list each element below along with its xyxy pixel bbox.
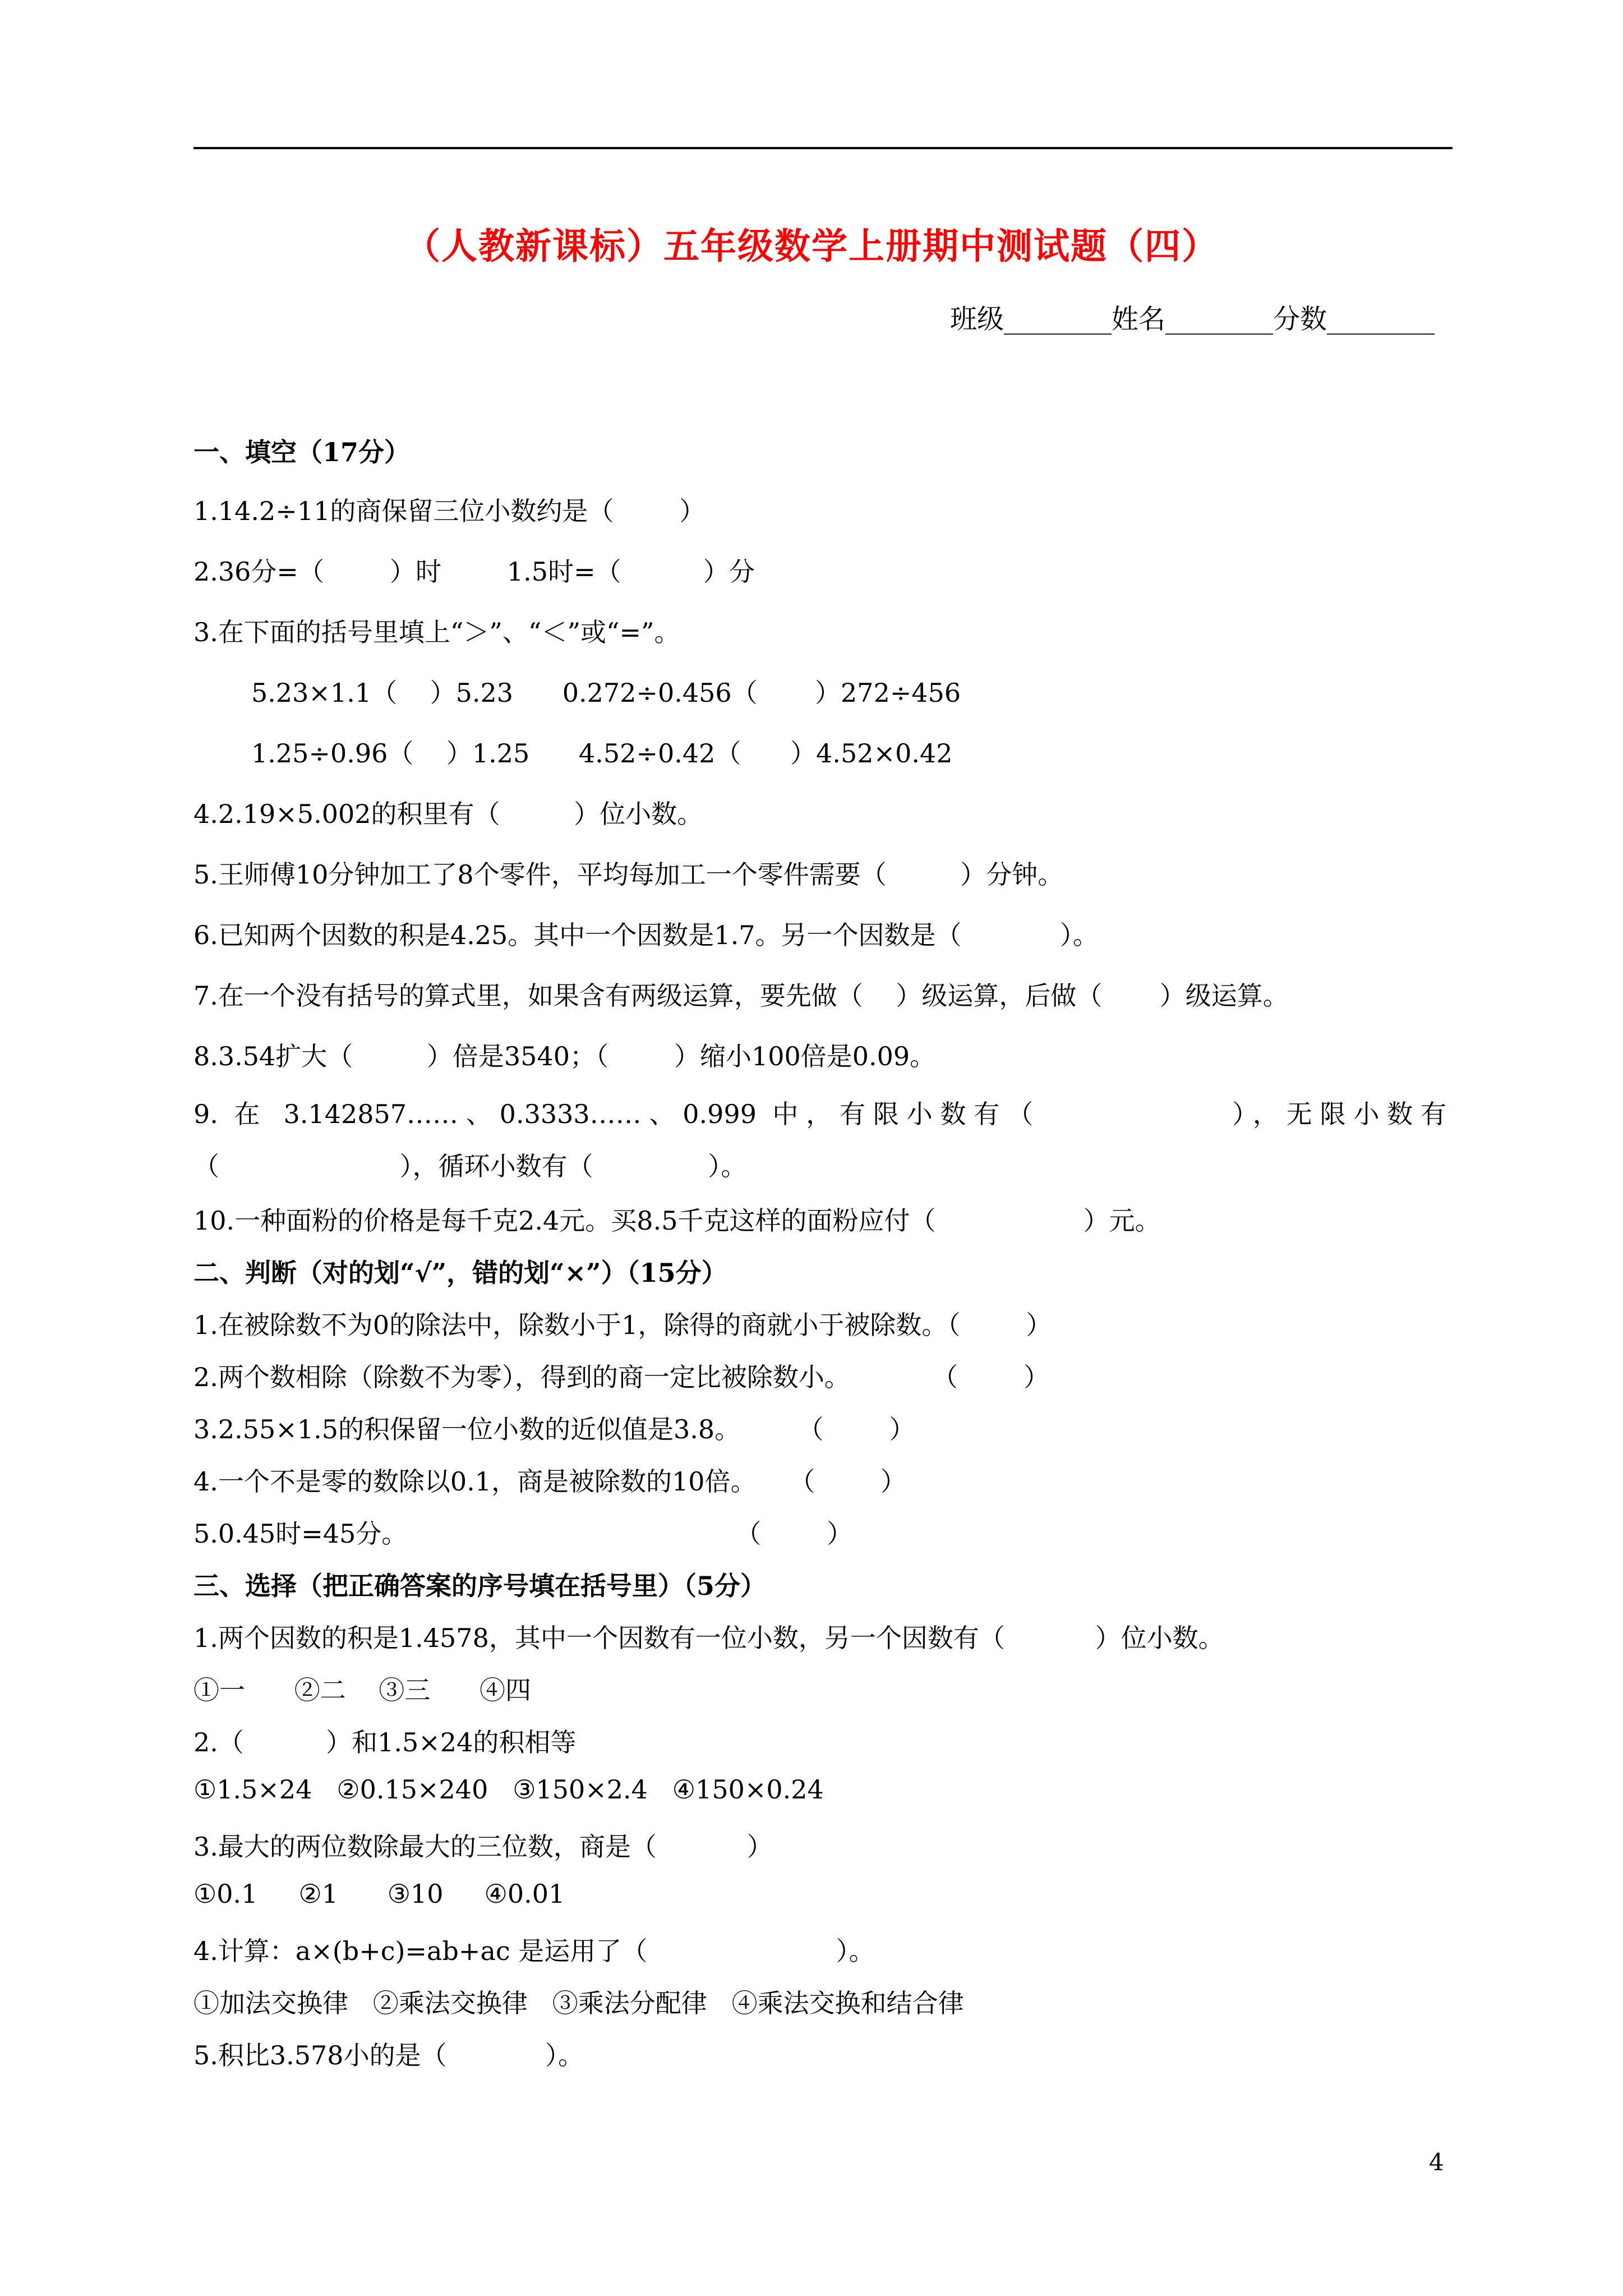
question-line: 1.在被除数不为0的除法中，除数小于1，除得的商就小于被除数。（ ）: [193, 1310, 1052, 1340]
question-line: 6.已知两个因数的积是4.25。其中一个因数是1.7。另一个因数是（ ）。: [193, 920, 1099, 950]
question-line: 9. 在 3.142857……、0.3333……、0.999 中，有限小数有（ ），无限小数有: [193, 1099, 1446, 1129]
question-line: 5.积比3.578小的是（ ）。: [193, 2040, 584, 2070]
header-rule: [193, 147, 1453, 149]
question-line: （ ），循环小数有（ ）。: [193, 1151, 747, 1181]
question-line: 1.两个因数的积是1.4578，其中一个因数有一位小数，另一个因数有（ ）位小数。: [193, 1623, 1224, 1653]
question-line: 5.23×1.1（ ）5.23 0.272÷0.456（ ）272÷456: [251, 678, 961, 708]
question-line: 3.2.55×1.5的积保留一位小数的近似值是3.8。 （ ）: [193, 1414, 915, 1444]
choice-options: ①0.1 ②1 ③10 ④0.01: [193, 1879, 565, 1909]
student-info-line: 班级________姓名________分数________: [949, 303, 1435, 335]
question-line: 3.在下面的括号里填上“＞”、“＜”或“=”。: [193, 617, 680, 647]
page-number: 4: [1429, 2148, 1444, 2176]
question-line: 5.0.45时=45分。 （ ）: [193, 1519, 853, 1549]
question-line: 1.14.2÷11的商保留三位小数约是（ ）: [193, 496, 706, 526]
section-heading-fill-blank: 一、填空（17分）: [193, 437, 411, 467]
question-line: 8.3.54扩大（ ）倍是3540；（ ）缩小100倍是0.09。: [193, 1041, 936, 1071]
question-line: 2.（ ）和1.5×24的积相等: [193, 1727, 577, 1757]
question-line: 10.一种面粉的价格是每千克2.4元。买8.5千克这样的面粉应付（ ）元。: [193, 1205, 1161, 1236]
question-line: 2.36分=（ ）时 1.5时=（ ）分: [193, 556, 755, 587]
choice-options: ①一 ②二 ③三 ④四: [193, 1675, 531, 1705]
question-line: 3.最大的两位数除最大的三位数，商是（ ）: [193, 1832, 773, 1862]
question-line: 5.王师傅10分钟加工了8个零件，平均每加工一个零件需要（ ）分钟。: [193, 859, 1064, 890]
question-line: 4.一个不是零的数除以0.1，商是被除数的10倍。 （ ）: [193, 1466, 907, 1497]
section-heading-true-false: 二、判断（对的划“√”，错的划“×”）（15分）: [193, 1258, 727, 1288]
choice-options: ①1.5×24 ②0.15×240 ③150×2.4 ④150×0.24: [193, 1774, 824, 1805]
question-line: 4.计算：a×(b+c)=ab+ac 是运用了（ ）。: [193, 1936, 875, 1966]
question-line: 2.两个数相除（除数不为零），得到的商一定比被除数小。 （ ）: [193, 1362, 1050, 1392]
page-title: （人教新课标）五年级数学上册期中测试题（四）: [404, 226, 1219, 268]
question-line: 1.25÷0.96（ ）1.25 4.52÷0.42（ ）4.52×0.42: [251, 738, 953, 769]
question-line: 7.在一个没有括号的算式里，如果含有两级运算，要先做（ ）级运算，后做（ ）级运算。: [193, 981, 1289, 1011]
question-line: 4.2.19×5.002的积里有（ ）位小数。: [193, 799, 703, 829]
choice-options: ①加法交换律 ②乘法交换律 ③乘法分配律 ④乘法交换和结合律: [193, 1988, 964, 2018]
section-heading-multiple-choice: 三、选择（把正确答案的序号填在括号里）（5分）: [193, 1571, 767, 1601]
